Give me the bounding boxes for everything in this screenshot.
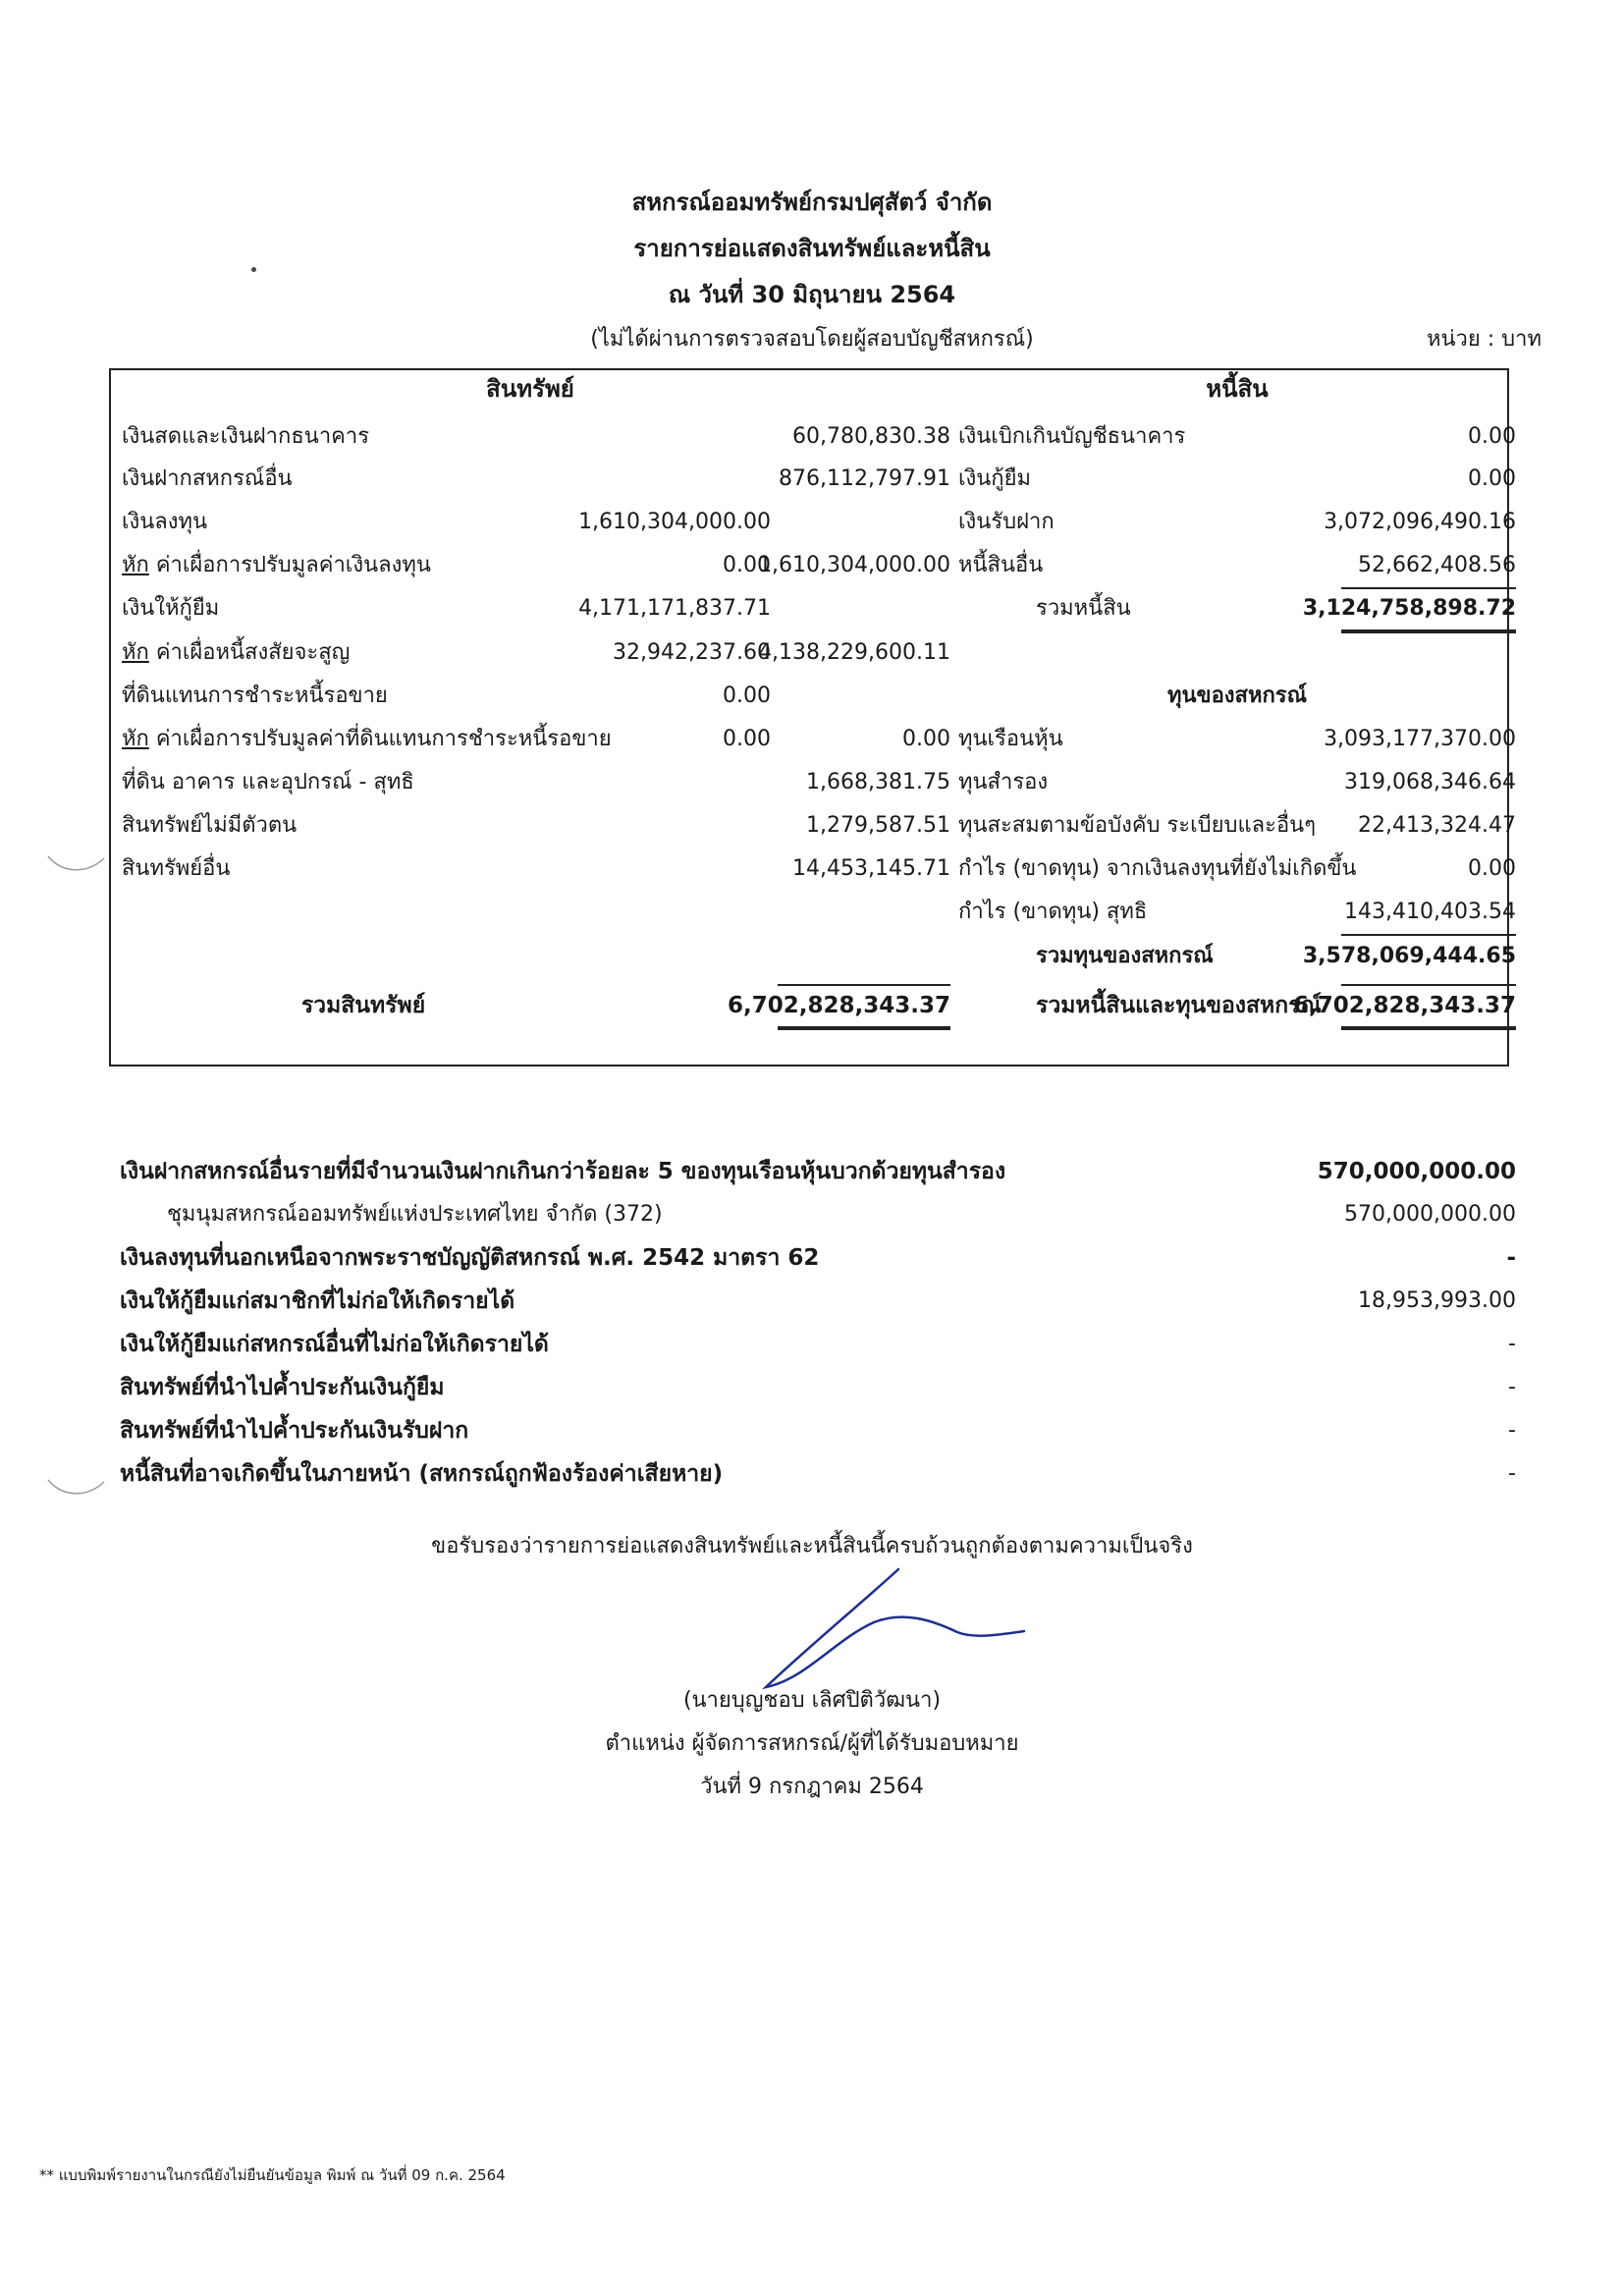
foreclosed-gross: 0.00: [723, 683, 771, 708]
scan-dot: [251, 267, 256, 272]
coop-deposit-total: 876,112,797.91: [779, 466, 950, 491]
signer-name: (นายบุญชอบ เลิศปิติวัฒนา): [682, 1688, 942, 1713]
liabilities-heading: หนี้สิน: [1206, 375, 1269, 403]
member-npl-label: เงินให้กู้ยืมแก่สมาชิกที่ไม่ก่อให้เกิดรายได้: [120, 1288, 515, 1314]
footer-note: ** แบบพิมพ์รายงานในกรณียังไม่ยืนยันข้อมูล พิมพ์ ณ วันที่ 09 ก.ค. 2564: [39, 2166, 506, 2184]
overdraft-amount: 0.00: [1468, 424, 1516, 449]
less-label: หัก: [122, 553, 149, 577]
equity-total-label: รวมทุนของสหกรณ์: [1036, 944, 1214, 968]
overdraft-label: เงินเบิกเกินบัญชีธนาคาร: [958, 424, 1186, 449]
excess-investment-amount: -: [1506, 1245, 1516, 1271]
reserve-label: ทุนสำรอง: [958, 770, 1049, 794]
borrowings-label: เงินกู้ยืม: [958, 466, 1032, 491]
contingent-label: หนี้สินที่อาจเกิดขึ้นในภายหน้า (สหกรณ์ถูกฟ้องร้องค่าเสียหาย): [120, 1461, 724, 1487]
less-label: หัก: [122, 640, 149, 665]
foreclosed-net: 0.00: [902, 727, 950, 751]
liabilities-total-label: รวมหนี้สิน: [1036, 596, 1131, 621]
investment-label: เงินลงทุน: [122, 510, 208, 534]
assets-total-label: รวมสินทรัพย์: [300, 993, 426, 1018]
grand-total-double-rule: [1341, 1026, 1516, 1030]
big-deposit-label: เงินฝากสหกรณ์อื่นรายที่มีจำนวนเงินฝากเกินกว่าร้อยละ 5 ของทุนเรือนหุ้นบวกด้วยทุนสำรอง: [120, 1159, 1006, 1184]
scan-hole-mark-bottom: [43, 1468, 112, 1507]
net-profit-amount: 143,410,403.54: [1344, 900, 1516, 924]
liabilities-total: 3,124,758,898.72: [1302, 596, 1516, 621]
liabilities-total-rule: [1341, 587, 1516, 589]
loans-net: 4,138,229,600.11: [758, 640, 950, 665]
org-name: สหกรณ์ออมทรัพย์กรมปศุสัตว์ จำกัด: [631, 189, 993, 216]
pledged-borrowing-label: สินทรัพย์ที่นำไปค้ำประกันเงินกู้ยืม: [120, 1375, 445, 1400]
unrealized-label: กำไร (ขาดทุน) จากเงินลงทุนที่ยังไม่เกิดขึ้น: [958, 856, 1357, 881]
big-deposit-detail-amount: 570,000,000.00: [1344, 1202, 1516, 1227]
deposits-label: เงินรับฝาก: [958, 510, 1055, 534]
net-profit-label: กำไร (ขาดทุน) สุทธิ: [958, 900, 1148, 924]
pledged-deposit-label: สินทรัพย์ที่นำไปค้ำประกันเงินรับฝาก: [120, 1418, 469, 1444]
intangible-total: 1,279,587.51: [806, 813, 950, 838]
audit-note: (ไม่ได้ผ่านการตรวจสอบโดยผู้สอบบัญชีสหกรณ์): [590, 327, 1034, 352]
member-npl-amount: 18,953,993.00: [1358, 1288, 1516, 1313]
intangible-label: สินทรัพย์ไม่มีตัวตน: [122, 813, 298, 838]
foreclosed-allowance-label: ค่าเผื่อการปรับมูลค่าที่ดินแทนการชำระหนี้รอขาย: [148, 727, 612, 751]
other-liabilities-amount: 52,662,408.56: [1358, 553, 1516, 577]
foreclosed-allowance-row: [122, 725, 612, 754]
loans-label: เงินให้กู้ยืม: [122, 596, 220, 621]
assets-total-rule: [778, 984, 950, 986]
doubtful-amount: 32,942,237.60: [613, 640, 771, 665]
doubtful-label: ค่าเผื่อหนี้สงสัยจะสูญ: [148, 640, 351, 665]
coop-npl-amount: -: [1508, 1332, 1516, 1356]
shares-label: ทุนเรือนหุ้น: [958, 727, 1063, 751]
reserve-amount: 319,068,346.64: [1344, 770, 1516, 794]
inv-allowance-amount: 0.00: [723, 553, 771, 577]
report-date: ณ วันที่ 30 มิถุนายน 2564: [668, 281, 956, 308]
grand-total-rule: [1341, 984, 1516, 986]
assets-total-double-rule: [778, 1026, 950, 1030]
ppe-label: ที่ดิน อาคาร และอุปกรณ์ - สุทธิ: [122, 770, 414, 794]
coop-deposit-label: เงินฝากสหกรณ์อื่น: [122, 466, 293, 491]
equity-heading: ทุนของสหกรณ์: [1166, 683, 1307, 708]
borrowings-amount: 0.00: [1468, 466, 1516, 491]
ppe-total: 1,668,381.75: [806, 770, 950, 794]
unit-label: หน่วย : บาท: [1426, 327, 1542, 352]
coop-npl-label: เงินให้กู้ยืมแก่สหกรณ์อื่นที่ไม่ก่อให้เกิดรายได้: [120, 1332, 549, 1357]
grand-total-label: รวมหนี้สินและทุนของสหกรณ์: [1036, 993, 1322, 1018]
unrealized-amount: 0.00: [1468, 856, 1516, 881]
signature-mark: [746, 1561, 1041, 1699]
pledged-deposit-amount: -: [1508, 1418, 1516, 1443]
doubtful-row: [122, 638, 350, 668]
other-assets-label: สินทรัพย์อื่น: [122, 856, 231, 881]
big-deposit-amount: 570,000,000.00: [1317, 1159, 1516, 1184]
assets-total: 6,702,828,343.37: [728, 993, 950, 1018]
other-assets-total: 14,453,145.71: [792, 856, 950, 881]
other-liabilities-label: หนี้สินอื่น: [958, 553, 1044, 577]
investment-allowance-row: [122, 551, 431, 580]
shares-amount: 3,093,177,370.00: [1324, 727, 1516, 751]
foreclosed-allowance-amount: 0.00: [723, 727, 771, 751]
certification-statement: ขอรับรองว่ารายการย่อแสดงสินทรัพย์และหนี้สินนี้ครบถ้วนถูกต้องตามความเป็นจริง: [431, 1534, 1193, 1558]
big-deposit-detail-label: ชุมนุมสหกรณ์ออมทรัพย์แห่งประเทศไทย จำกัด (372): [167, 1202, 663, 1227]
equity-total: 3,578,069,444.65: [1302, 944, 1516, 968]
liabilities-total-double-rule: [1341, 629, 1516, 633]
accumulated-amount: 22,413,324.47: [1358, 813, 1516, 838]
pledged-borrowing-amount: -: [1508, 1375, 1516, 1399]
scan-hole-mark-top: [43, 845, 112, 884]
assets-heading: สินทรัพย์: [486, 375, 574, 403]
accumulated-label: ทุนสะสมตามข้อบังคับ ระเบียบและอื่นๆ: [958, 813, 1317, 838]
loans-gross: 4,171,171,837.71: [578, 596, 771, 621]
deposits-amount: 3,072,096,490.16: [1324, 510, 1516, 534]
grand-total: 6,702,828,343.37: [1293, 993, 1516, 1018]
cash-total: 60,780,830.38: [792, 424, 950, 449]
signer-position: ตำแหน่ง ผู้จัดการสหกรณ์/ผู้ที่ได้รับมอบหมาย: [605, 1731, 1019, 1756]
sign-date: วันที่ 9 กรกฎาคม 2564: [700, 1775, 924, 1799]
excess-investment-label: เงินลงทุนที่นอกเหนือจากพระราชบัญญัติสหกรณ์ พ.ศ. 2542 มาตรา 62: [120, 1245, 820, 1271]
less-label: หัก: [122, 727, 149, 751]
report-title: รายการย่อแสดงสินทรัพย์และหนี้สิน: [633, 235, 991, 262]
foreclosed-label: ที่ดินแทนการชำระหนี้รอขาย: [122, 683, 388, 708]
cash-label: เงินสดและเงินฝากธนาคาร: [122, 424, 370, 449]
investment-gross: 1,610,304,000.00: [578, 510, 771, 534]
investment-net: 1,610,304,000.00: [758, 553, 950, 577]
equity-total-rule: [1341, 934, 1516, 936]
contingent-amount: -: [1508, 1461, 1516, 1486]
inv-allowance-label: ค่าเผื่อการปรับมูลค่าเงินลงทุน: [148, 553, 431, 577]
